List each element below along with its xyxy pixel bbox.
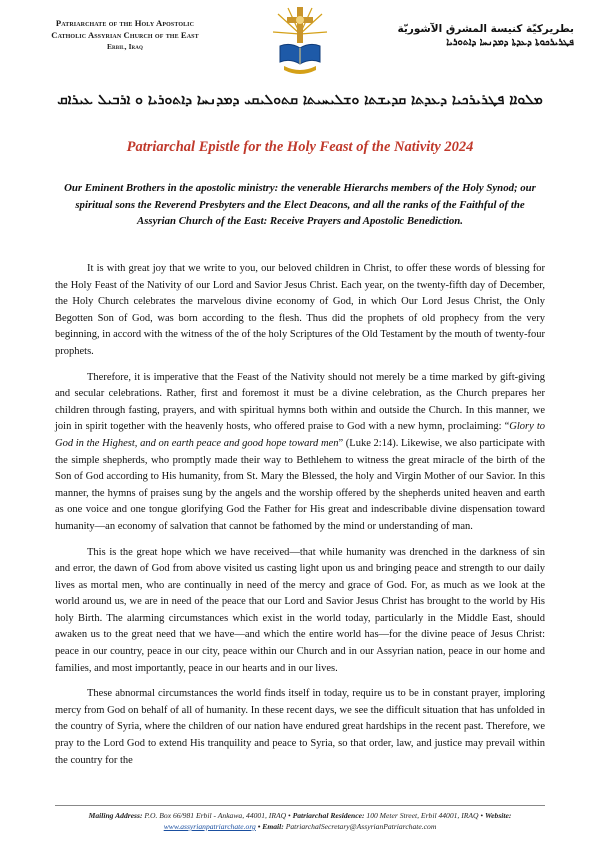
letterhead	[0, 0, 600, 90]
letterhead-arabic: بطريركيّة كنيسة المشرق الآشوريّة	[397, 23, 574, 35]
residence-label: Patriarchal Residence:	[292, 811, 365, 820]
paragraph-2-end: ” (Luke 2:14). Likewise, we also participate with the simple shepherds, who promptly made their way to Bethlehem to witness the great miracle of the birth of the Son of God according to His humanity, from St. Mary the Blessed, the holy and Virgin Mother of our Savior. In this manner, the hymns of praises sung by the angels and the worship offered by the shepherds united heaven and earth as one voice and one tongue glorifying God the Father for His great and indescribable divine dispensation toward humanity—an economy of salvation that cannot be fathomed by the mind or understanding of man.	[55, 437, 545, 532]
paragraph-4: These abnormal circumstances the world finds itself in today, require us to be in constant prayer, imploring mercy from God on behalf of all of humanity. In these recent days, we see the difficult situation that has unfolded in the country of Syria, where the children of our nation have endured great hardships in the recent past. Therefore, we pray to the Lord God to extend His tranquility and peace to Syria, so that order, law, and justice may prevail within the country for the	[55, 688, 545, 766]
email-address[interactable]: PatriarchalSecretary@AssyrianPatriarchate.com	[285, 822, 437, 831]
patriarchate-emblem-icon	[270, 4, 330, 80]
footer	[40, 810, 560, 832]
scripture-quote: Glory to God in the Highest, and on earth peace and good hope toward men	[55, 421, 545, 449]
website-link[interactable]: www.assyrianpatriarchate.org	[163, 822, 256, 831]
letterhead-arabic-syriac	[384, 22, 574, 50]
website-label: Website:	[484, 811, 512, 820]
syriac-title-line: ܡܠܘܐܐ ܦܛܪܝܪܟܝܐ ܕܥܕܬܐ ܩܕܝܫܬܐ ܘܫܠܝܚܝܬܐ ܩܬܘܠܝܩܝ ܕܡܕܢܚܐ ܕܐܬܘܪܝܐ ܘ ܐܪܒܝܠ ܥܝܪܐܩ	[57, 92, 543, 108]
letterhead-syriac: ܦܛܪܝܪܟܘܬܐ ܕܥܕܬܐ ܕܡܕܢܚܐ ܕܐܬܘܪܝܐ	[446, 37, 574, 48]
residence-address: 100 Meter Street, Erbil 44001, IRAQ •	[366, 811, 484, 820]
letterhead-line-2: Catholic Assyrian Church of the East	[51, 29, 199, 40]
paragraph-2	[55, 370, 545, 536]
letterhead-line-1: Patriarchate of the Holy Apostolic	[55, 18, 195, 28]
mailing-address: P.O. Box 66/981 Erbil - Ankawa, 44001, IRAQ •	[144, 811, 291, 820]
letterhead-english	[30, 18, 220, 53]
paragraph-2-start: Therefore, it is imperative that the Feast of the Nativity should not merely be a time marked by gift-giving and secular celebrations. Rather, first and foremost it must be a divine celebration, as the Church prepares her children through fasting, prayers, and with spiritual hymns both within and outside the Church. In this manner, we join in spirit together with the heavenly hosts, who offered praise to God with a new hymn, proclaiming: “	[55, 371, 545, 433]
epistle-body	[55, 261, 545, 778]
mailing-label: Mailing Address:	[88, 811, 143, 820]
page-title: Patriarchal Epistle for the Holy Feast of the Nativity 2024	[126, 139, 474, 155]
email-label: • Email:	[257, 822, 284, 831]
salutation: Our Eminent Brothers in the apostolic ministry: the venerable Hierarchs members of the Holy Synod; our spiritual sons the Reverend Presbyters and the Elect Deacons, and all the ranks of the Faithful of the Assyrian Church of the East: Receive Prayers and Apostolic Benediction.	[64, 182, 536, 227]
footer-divider	[55, 805, 545, 806]
paragraph-1: It is with great joy that we write to you, our beloved children in Christ, to offer these words of blessing for the Holy Feast of the Nativity of our Lord and Savior Jesus Christ. Each year, on the twenty-fifth day of December, the Holy Church celebrates the marvelous divine economy of God, in which Our Lord Jesus Christ, the Only Begotten Son of God, was born according to the flesh. Thus did the prophets of old prophecy from the very beginning, in accord with the witness of the of the holy Scriptures of the Old Testament by the mouth of twenty-four prophets.	[55, 263, 545, 357]
paragraph-3: This is the great hope which we have received—that while humanity was drenched in the darkness of sin and error, the dawn of God from above visited us casting light upon us and bringing peace and strength to our daily lives as mortal men, who are continually in need of the mercy and grace of God. For, as much as we look at the world around us, we are in need of the peace that our Lord and Savior Jesus Christ has brought to the world by His holy Birth. The alarming circumstances which exist in the world today, particularly in the Middle East, should awaken us to the great need that we have—and which the entire world has—for the divine peace of Jesus Christ: peace in our country, peace in our city, peace within our Church and in our Assyrian nation, peace in our home and families, and most importantly, peace in our hearts and in our lives.	[55, 546, 545, 674]
letterhead-city: Erbil, Iraq	[107, 42, 143, 51]
